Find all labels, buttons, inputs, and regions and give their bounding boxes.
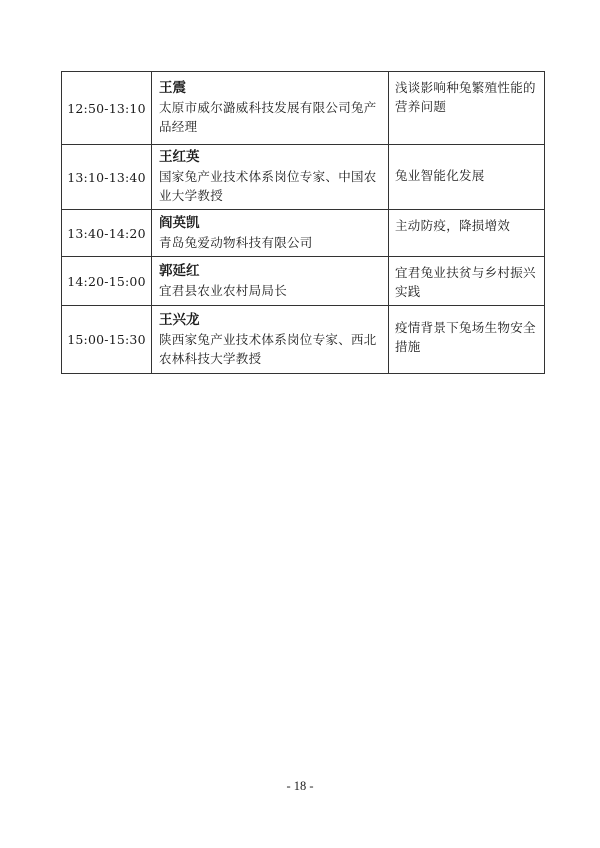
speaker-name: 王兴龙 xyxy=(159,311,200,328)
time-cell: 12:50-13:10 xyxy=(62,72,152,145)
speaker-cell xyxy=(152,306,389,374)
schedule-table xyxy=(61,71,545,374)
topic-cell: 疫情背景下兔场生物安全措施 xyxy=(389,306,545,374)
speaker-affiliation: 国家兔产业技术体系岗位专家、中国农业大学教授 xyxy=(159,169,377,203)
time-cell: 15:00-15:30 xyxy=(62,306,152,374)
table-row xyxy=(62,145,545,210)
speaker-affiliation: 陕西家兔产业技术体系岗位专家、西北农林科技大学教授 xyxy=(159,331,377,366)
speaker-name: 阎英凯 xyxy=(159,214,200,231)
schedule-body xyxy=(62,72,545,374)
time-cell: 13:40-14:20 xyxy=(62,210,152,257)
speaker-name: 王震 xyxy=(159,80,186,96)
speaker-cell xyxy=(152,257,389,306)
table-row xyxy=(62,306,545,374)
table-row xyxy=(62,72,545,145)
time-cell: 13:10-13:40 xyxy=(62,145,152,210)
topic-cell: 宜君兔业扶贫与乡村振兴实践 xyxy=(389,257,545,306)
speaker-affiliation: 青岛兔爱动物科技有限公司 xyxy=(159,234,313,250)
topic-cell: 兔业智能化发展 xyxy=(389,145,545,210)
speaker-name: 郭延红 xyxy=(159,262,200,279)
speaker-cell xyxy=(152,72,389,145)
topic-cell: 主动防疫，降损增效 xyxy=(389,210,545,257)
speaker-name: 王红英 xyxy=(159,149,200,165)
speaker-cell xyxy=(152,145,389,210)
page-number: - 18 - xyxy=(286,779,314,793)
speaker-cell xyxy=(152,210,389,257)
speaker-affiliation: 太原市威尔潞威科技发展有限公司兔产品经理 xyxy=(159,100,377,134)
table-row xyxy=(62,210,545,257)
speaker-affiliation: 宜君县农业农村局局长 xyxy=(159,282,288,298)
table-row xyxy=(62,257,545,306)
time-cell: 14:20-15:00 xyxy=(62,257,152,306)
topic-cell: 浅谈影响种兔繁殖性能的营养问题 xyxy=(389,72,545,145)
